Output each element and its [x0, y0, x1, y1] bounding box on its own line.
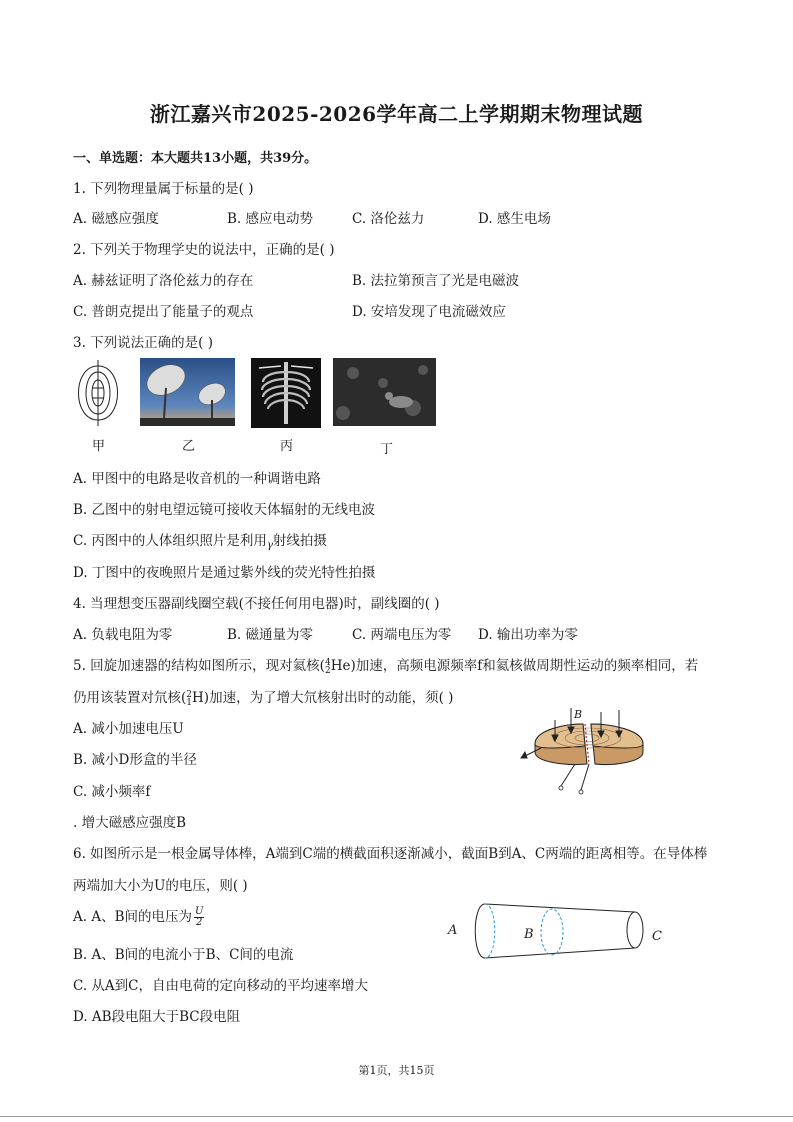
q2-option-d: D. 安培发现了电流磁效应 — [352, 304, 506, 320]
q1-option-a: A. 磁感应强度 — [73, 211, 159, 227]
q6-option-b: B. A、B间的电流小于B、C间的电流 — [73, 947, 294, 963]
q2-option-a: A. 赫兹证明了洛伦兹力的存在 — [73, 273, 254, 289]
q4-stem: 4. 当理想变压器副线圈空载(不接任何用电器)时，副线圈的( ) — [73, 596, 440, 612]
q1-option-d: D. 感生电场 — [478, 211, 551, 227]
caption-yi: 乙 — [182, 439, 196, 454]
section-heading: 一、单选题：本大题共13小题，共39分。 — [73, 151, 318, 166]
radio-telescope-photo — [140, 358, 235, 426]
xray-photo — [251, 358, 321, 428]
q3-stem: 3. 下列说法正确的是( ) — [73, 335, 213, 351]
label-a: A — [448, 923, 458, 938]
q5-line1: 5. 回旋加速器的结构如图所示，现对氦核( 4 2 He)加速，高频电源频率f和氦核做周期性运动的频率相同，若 — [73, 657, 699, 676]
q3-option-c: C. 丙图中的人体组织照片是利用$_\gamma$射线拍摄 — [73, 533, 327, 551]
q3-option-a: A. 甲图中的电路是收音机的一种调谐电路 — [73, 471, 321, 487]
q6-option-c: C. 从A到C，自由电荷的定向移动的平均速率增大 — [73, 978, 369, 994]
q1-stem: 1. 下列物理量属于标量的是( ) — [73, 181, 254, 197]
caption-bing: 丙 — [280, 439, 294, 454]
q6-line1: 6. 如图所示是一根金属导体棒，A端到C端的横截面积逐渐减小，截面B到A、C两端的距离相等。在导体棒 — [73, 846, 708, 862]
q6-option-a: A. A、B间的电压为 $\frac{U}{2}$ — [73, 906, 204, 928]
q4-option-b: B. 磁通量为零 — [227, 627, 314, 643]
q2-stem: 2. 下列关于物理学史的说法中，正确的是( ) — [73, 242, 335, 258]
magnetic-field-figure — [70, 358, 126, 428]
q6-line2: 两端加大小为U的电压，则( ) — [73, 878, 248, 894]
caption-jia: 甲 — [92, 439, 106, 454]
q5-option-a: A. 减小加速电压U — [73, 721, 184, 737]
night-vision-photo — [333, 358, 436, 426]
cyclotron-b-label: B — [574, 708, 583, 721]
page-bottom-divider — [0, 1116, 793, 1117]
q2-option-b: B. 法拉第预言了光是电磁波 — [352, 273, 520, 289]
q4-option-a: A. 负载电阻为零 — [73, 627, 173, 643]
conductor-figure — [440, 898, 670, 966]
q4-option-d: D. 输出功率为零 — [478, 627, 578, 643]
q6-option-d: D. AB段电阻大于BC段电阻 — [73, 1009, 241, 1025]
fraction-u-over-2: $\frac{U}{2}$ — [195, 906, 204, 928]
cyclotron-figure — [515, 706, 655, 798]
q4-option-c: C. 两端电压为零 — [352, 627, 452, 643]
q3-option-d: D. 丁图中的夜晚照片是通过紫外线的荧光特性拍摄 — [73, 565, 376, 581]
page-title: 浙江嘉兴市2025-2026学年高二上学期期末物理试题 — [149, 102, 644, 126]
caption-ding: 丁 — [380, 442, 394, 457]
q5-option-b: B. 减小D形盒的半径 — [73, 752, 197, 768]
page-footer: 第1页，共15页 — [358, 1064, 435, 1077]
q5-option-c: C. 减小频率f — [73, 784, 151, 800]
label-c: C — [652, 929, 662, 944]
q3-option-b: B. 乙图中的射电望远镜可接收天体辐射的无线电波 — [73, 502, 376, 518]
q2-option-c: C. 普朗克提出了能量子的观点 — [73, 304, 254, 320]
q5-option-d: . 增大磁感应强度B — [73, 815, 187, 831]
q5-line2: 仍用该装置对氘核( 2 1 H)加速，为了增大氘核射出时的动能，须( ) — [73, 689, 454, 708]
q1-option-b: B. 感应电动势 — [227, 211, 314, 227]
q1-option-c: C. 洛伦兹力 — [352, 211, 425, 227]
label-b: B — [524, 927, 534, 942]
